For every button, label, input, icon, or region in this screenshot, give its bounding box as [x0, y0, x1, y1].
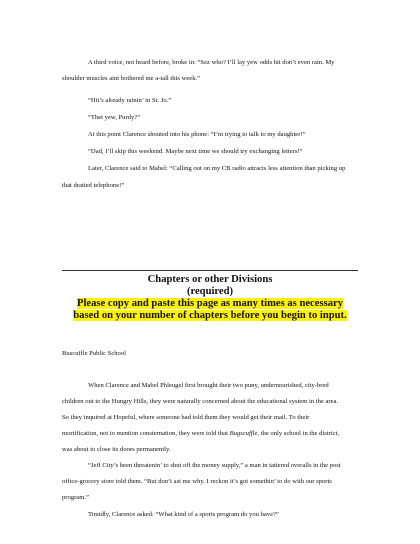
paragraph-line: So they inquired at Hopeful, where someone had told them they would get their mail. To their [62, 414, 310, 421]
paragraph-line: “Thet yew, Purdy?” [88, 114, 141, 121]
paragraph-line: “Jeff City’s been threatenin’ to shut off the money supply,” a man in tattered overalls in the post [88, 462, 341, 469]
paragraph-line: When Clarence and Mabel Phleugel first brought their two puny, undernourished, city-bred [88, 382, 329, 389]
paragraph-line: “Dad, I’ll skip this weekend. Maybe next time we should try exchanging letters!” [88, 148, 303, 155]
section-divider [62, 270, 358, 271]
text-run: , the only school in the district, [257, 430, 340, 437]
paragraph-line: children out to the Hungry Hills, they were naturally concerned about the educational system in the area. [62, 398, 339, 405]
paragraph-line: that dratted telephone!” [62, 182, 125, 189]
paragraph-line: A third voice, not heard before, broke in: “Sez who? I’ll lay yew odds hit don’t even rain. My [88, 59, 335, 66]
instruction-highlight: based on your number of chapters before you begin to input. [73, 310, 347, 321]
paragraph-line: At this point Clarence shouted into his phone: “I’m trying to talk to my daughter!” [88, 131, 306, 138]
paragraph-line: Later, Clarence said to Mabel: “Calling out on my CB radio attracts less attention than picking up [88, 165, 346, 172]
instruction-highlight: Please copy and paste this page as many times as necessary [76, 298, 343, 309]
chapter-heading: Chapters or other Divisions [147, 274, 273, 285]
school-name-italic: Bugscuffle [229, 430, 258, 437]
chapter-heading-note: (required) [186, 286, 234, 297]
paragraph-line [62, 430, 339, 438]
chapter-title: Buscuffle Public School [62, 350, 126, 357]
paragraph-line: program.” [62, 494, 89, 501]
paragraph-line: “Hit’s already rainin’ in St. Jo.” [88, 97, 172, 104]
paragraph-line: was about to close its doors permanently. [62, 446, 171, 453]
instruction-line [62, 298, 358, 310]
instruction-line [62, 310, 358, 322]
paragraph-line: shoulder muscles aint bothered me a-tall this week.” [62, 75, 201, 82]
paragraph-line: Timidly, Clarence asked: “What kind of a sports program do you have?” [88, 511, 279, 518]
paragraph-line: office-grocery store told them. “But don’t ast me why. I reckon it’s got somethin’ to do with our sports [62, 478, 332, 485]
text-run: mortification, not to mention consternation, they were told that [62, 430, 230, 437]
